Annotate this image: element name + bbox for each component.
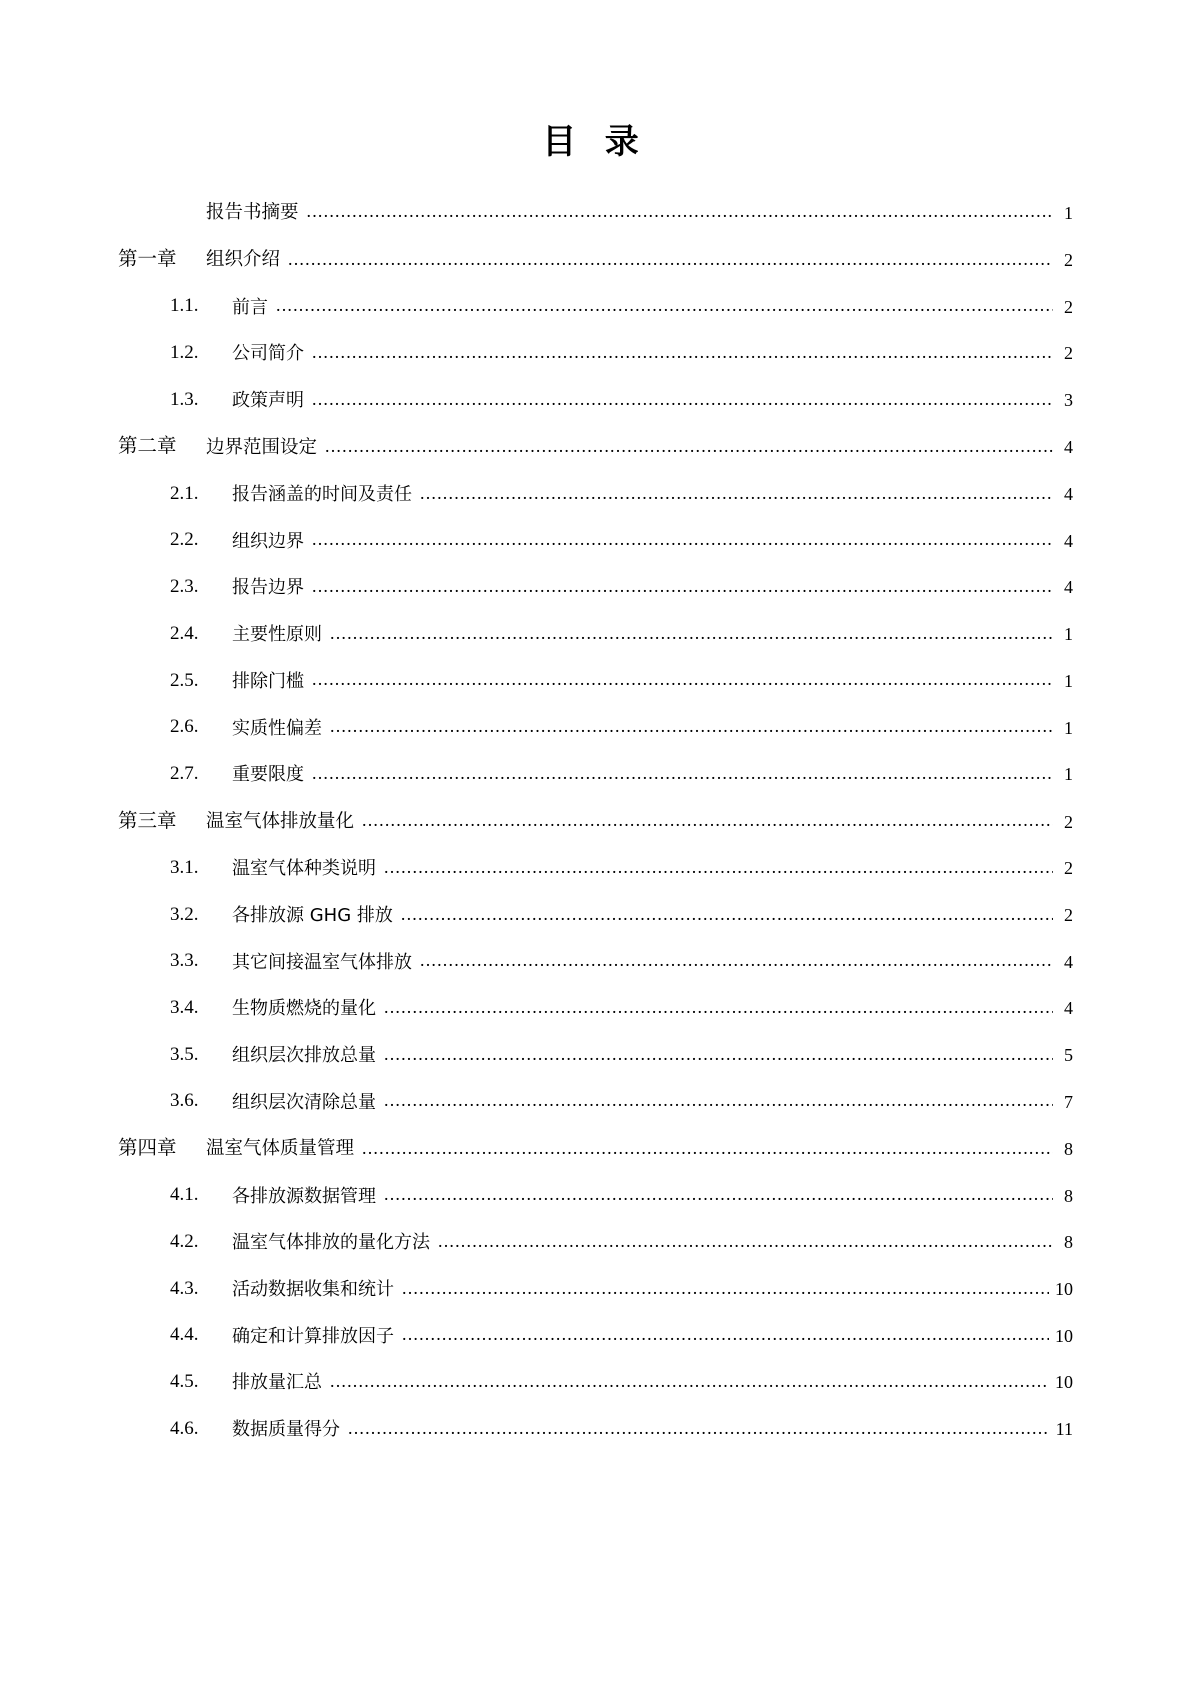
toc-entry-label: 确定和计算排放因子 [232, 1325, 394, 1347]
toc-entry-label: 活动数据收集和统计 [232, 1279, 394, 1301]
toc-entry-page-number: 4 [1064, 484, 1073, 505]
page-title: 目 录 [542, 124, 649, 161]
toc-leader-dots [276, 300, 1053, 319]
toc-entry-page-number: 8 [1064, 1139, 1073, 1160]
toc-leader-dots [312, 768, 1053, 787]
toc-entry-label: 温室气体种类说明 [232, 858, 376, 880]
toc-entry-number: 4.2. [170, 1231, 199, 1253]
toc-entry-label: 组织边界 [232, 530, 304, 552]
toc-entry-number: 4.6. [170, 1417, 199, 1439]
toc-entry-label: 生物质燃烧的量化 [232, 998, 376, 1020]
toc-entry-label: 各排放源 GHG 排放 [232, 904, 393, 926]
toc-leader-dots [307, 206, 1053, 226]
toc-entry-label: 组织层次排放总量 [232, 1045, 376, 1066]
toc-leader-dots [362, 1142, 1053, 1162]
toc-leader-dots [438, 1236, 1053, 1255]
toc-entry-label: 排放量汇总 [232, 1372, 322, 1394]
toc-leader-dots [420, 487, 1053, 506]
toc-entry[interactable] [118, 1323, 1073, 1348]
toc-leader-dots [348, 1423, 1050, 1442]
toc-entry[interactable] [118, 715, 1073, 740]
toc-entry-label: 重要限度 [232, 764, 304, 786]
toc-entry-label: 报告涵盖的时间及责任 [232, 484, 412, 506]
toc-entry[interactable] [118, 1277, 1073, 1302]
toc-entry-number: 2.6. [170, 716, 199, 738]
toc-entry-page-number: 2 [1064, 343, 1073, 364]
toc-leader-dots [402, 1329, 1049, 1348]
toc-entry-label: 温室气体排放的量化方法 [232, 1232, 430, 1254]
toc-leader-dots [330, 721, 1053, 740]
toc-entry-number: 3.2. [170, 903, 199, 925]
toc-entry-label: 各排放源数据管理 [232, 1185, 376, 1207]
toc-entry-page-number: 1 [1064, 717, 1073, 738]
toc-leader-dots [401, 908, 1053, 927]
toc-entry-number: 1.2. [170, 342, 199, 364]
toc-entry[interactable] [118, 1230, 1073, 1255]
toc-entry-number: 2.1. [170, 482, 199, 504]
toc-entry-page-number: 1 [1064, 624, 1073, 645]
toc-entry[interactable] [118, 528, 1073, 553]
toc-entry-number: 第四章 [118, 1138, 177, 1160]
toc-entry-label: 主要性原则 [232, 624, 322, 646]
toc-entry-page-number: 4 [1064, 998, 1073, 1019]
toc-entry[interactable] [118, 1417, 1073, 1442]
toc-entry-number: 2.4. [170, 622, 199, 644]
toc-entry-number: 3.5. [170, 1043, 199, 1065]
toc-entry-label: 温室气体排放量化 [206, 810, 355, 832]
toc-entry-number: 2.2. [170, 529, 199, 551]
toc-entry-label: 边界范围设定 [206, 436, 318, 458]
toc-entry-number: 4.4. [170, 1324, 199, 1346]
toc-entry-label: 其它间接温室气体排放 [232, 951, 412, 973]
toc-leader-dots [312, 347, 1053, 366]
toc-entry-page-number: 5 [1064, 1045, 1073, 1065]
toc-entry-number: 4.3. [170, 1277, 199, 1299]
toc-entry-label: 报告边界 [232, 577, 304, 599]
toc-entry-label: 排除门槛 [232, 670, 304, 692]
toc-entry-label: 组织介绍 [206, 249, 281, 271]
toc-leader-dots [384, 1189, 1053, 1208]
toc-entry-label: 实质性偏差 [232, 717, 322, 739]
toc-leader-dots [330, 1376, 1049, 1395]
toc-entry[interactable] [118, 1089, 1073, 1114]
toc-entry-number: 4.1. [170, 1184, 199, 1206]
toc-entry-page-number: 10 [1055, 1372, 1073, 1393]
toc-leader-dots [312, 393, 1053, 412]
table-of-contents [118, 201, 1073, 1442]
toc-entry-label: 公司简介 [232, 343, 304, 365]
toc-leader-dots [384, 1048, 1053, 1067]
toc-entry-number: 2.7. [170, 762, 199, 784]
toc-entry-page-number: 4 [1064, 577, 1073, 598]
toc-entry-page-number: 8 [1064, 1232, 1073, 1253]
toc-entry-number: 第一章 [118, 249, 177, 271]
toc-entry[interactable] [118, 949, 1073, 974]
toc-entry-number: 4.5. [170, 1371, 199, 1393]
toc-entry-page-number: 10 [1055, 1279, 1073, 1300]
toc-entry-number: 3.1. [170, 856, 199, 878]
toc-entry-page-number: 11 [1055, 1419, 1073, 1440]
toc-entry[interactable] [118, 903, 1073, 928]
toc-entry[interactable] [118, 575, 1073, 600]
toc-entry-number: 1.1. [170, 295, 199, 317]
toc-entry-label: 数据质量得分 [232, 1419, 340, 1441]
toc-entry[interactable] [118, 1043, 1073, 1068]
toc-entry-number: 3.6. [170, 1090, 199, 1112]
toc-entry[interactable] [118, 1370, 1073, 1395]
toc-entry-page-number: 4 [1064, 530, 1073, 551]
toc-entry-page-number: 3 [1064, 390, 1073, 411]
toc-entry[interactable] [118, 294, 1073, 319]
toc-entry-page-number: 10 [1055, 1325, 1073, 1346]
toc-entry[interactable] [118, 341, 1073, 366]
toc-entry[interactable] [118, 434, 1073, 459]
toc-entry-number: 2.5. [170, 669, 199, 691]
toc-leader-dots [402, 1282, 1049, 1301]
toc-leader-dots [312, 534, 1053, 553]
toc-leader-dots [384, 1002, 1053, 1021]
toc-entry[interactable] [118, 201, 1073, 225]
toc-leader-dots [384, 1095, 1053, 1114]
toc-leader-dots [288, 253, 1053, 273]
toc-entry-page-number: 4 [1064, 951, 1073, 972]
toc-entry-label: 温室气体质量管理 [206, 1138, 355, 1160]
toc-entry[interactable] [118, 809, 1073, 834]
toc-entry[interactable] [118, 247, 1073, 272]
toc-leader-dots [420, 955, 1053, 974]
toc-leader-dots [325, 440, 1053, 460]
toc-entry-number: 3.3. [170, 950, 199, 972]
toc-leader-dots [362, 814, 1053, 834]
toc-entry-label: 政策声明 [232, 390, 304, 412]
toc-entry-number: 1.3. [170, 388, 199, 410]
toc-leader-dots [330, 628, 1053, 647]
toc-entry[interactable] [118, 762, 1073, 787]
toc-entry[interactable] [118, 669, 1073, 694]
toc-entry-page-number: 7 [1064, 1091, 1073, 1112]
toc-entry[interactable] [118, 1136, 1073, 1161]
toc-entry-page-number: 1 [1064, 202, 1073, 223]
toc-entry-label: 组织层次清除总量 [232, 1091, 376, 1113]
toc-entry[interactable] [118, 1183, 1073, 1208]
toc-entry-page-number: 2 [1064, 811, 1073, 832]
toc-entry-number: 第二章 [118, 436, 177, 458]
toc-entry-label: 前言 [232, 296, 268, 318]
toc-entry-page-number: 2 [1064, 296, 1073, 317]
toc-entry-label: 报告书摘要 [206, 202, 299, 223]
toc-leader-dots [312, 581, 1053, 600]
toc-entry-page-number: 1 [1064, 670, 1073, 691]
toc-entry[interactable] [118, 482, 1073, 507]
toc-entry-number: 第三章 [118, 810, 177, 832]
toc-entry[interactable] [118, 996, 1073, 1021]
toc-entry-page-number: 2 [1064, 904, 1073, 925]
toc-entry[interactable] [118, 388, 1073, 413]
toc-leader-dots [312, 674, 1053, 693]
toc-entry-number: 3.4. [170, 997, 199, 1019]
toc-leader-dots [384, 862, 1053, 881]
toc-entry[interactable] [118, 622, 1073, 647]
toc-entry-page-number: 8 [1064, 1185, 1073, 1206]
toc-entry-page-number: 1 [1064, 764, 1073, 785]
toc-entry-page-number: 2 [1064, 250, 1073, 270]
toc-entry[interactable] [118, 856, 1073, 881]
toc-entry-page-number: 4 [1064, 437, 1073, 458]
toc-entry-page-number: 2 [1064, 858, 1073, 879]
toc-entry-number: 2.3. [170, 576, 199, 598]
